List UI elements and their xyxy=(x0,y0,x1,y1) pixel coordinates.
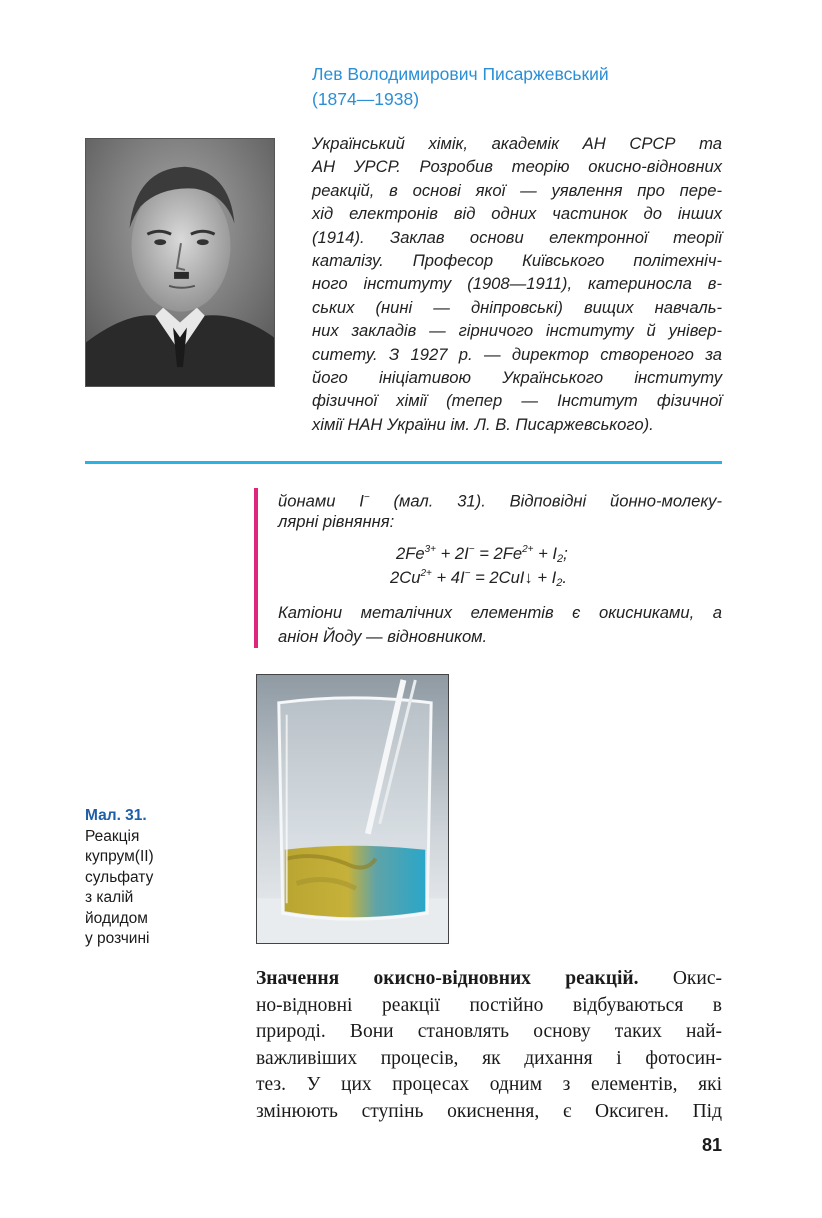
eq-charge: − xyxy=(464,568,471,579)
bio-heading xyxy=(312,62,732,112)
eq-subscript: 2 xyxy=(556,577,563,589)
main-text-fragment: Окис- xyxy=(638,968,722,989)
bio-line: реакцій, в основі якої — уявлення про пере- xyxy=(312,180,722,200)
eq-charge: 3+ xyxy=(424,544,436,555)
main-line: змінюють ступінь окиснення, є Оксиген. Під xyxy=(256,1100,722,1122)
cation-line: аніон Йоду — відновником. xyxy=(278,627,488,646)
bio-line: каталізу. Професор Київського політехніч- xyxy=(312,250,722,270)
bio-line: Український хімік, академік АН СРСР та xyxy=(312,134,722,153)
bio-line: хімії НАН України ім. Л. В. Писаржевського). xyxy=(312,414,654,434)
main-line-1 xyxy=(256,966,722,993)
eq-part: + 4I xyxy=(431,568,465,587)
eq-part: + 2I xyxy=(436,544,469,563)
bio-name: Лев Володимирович Писаржевський xyxy=(312,64,609,84)
eq-charge: 2+ xyxy=(522,544,534,555)
cation-line: Катіони металічних елементів є окисниками, а xyxy=(278,603,722,622)
caption-line: з калій xyxy=(85,889,134,906)
bio-line: АН УРСР. Розробив теорію окисно-відновних xyxy=(312,157,722,177)
eq-charge: 2+ xyxy=(420,568,432,579)
superscript: − xyxy=(363,492,370,503)
eq-part: ; xyxy=(563,544,568,563)
eq-part: . xyxy=(562,568,567,587)
inset-text-fragment: (мал. 31). Відповідні йонно-молеку- xyxy=(369,491,722,511)
inset-marker-bar xyxy=(254,488,258,648)
eq-charge: − xyxy=(468,544,475,555)
caption-line: у розчині xyxy=(85,930,150,947)
caption-line: купрум(II) xyxy=(85,848,154,865)
bio-line: хід електронів від одних частинок до інших xyxy=(312,204,722,224)
inset-line-1 xyxy=(278,486,722,510)
equation-1 xyxy=(396,544,696,565)
portrait-photo xyxy=(85,138,275,387)
bio-line: них закладів — гірничого інституту й універ- xyxy=(312,321,722,341)
bio-years: (1874—1938) xyxy=(312,89,420,109)
main-line: но-відновні реакції постійно відбуваються в xyxy=(256,994,722,1016)
section-divider xyxy=(85,461,722,464)
cation-text xyxy=(278,601,722,649)
eq-part: 2Fe xyxy=(396,544,425,563)
bio-text xyxy=(312,132,722,436)
caption-line: Реакція xyxy=(85,827,140,845)
main-line: тез. У цих процесах одним з елементів, які xyxy=(256,1074,722,1096)
inset-text xyxy=(278,486,722,534)
eq-part: = 2Fe xyxy=(474,544,523,563)
bio-line: його ініціативою Українського інституту xyxy=(312,367,722,387)
bio-line: ного інституту (1908—1911), катериносла в- xyxy=(312,274,722,294)
bio-line: ських (нині — дніпровські) вищих навчаль- xyxy=(312,297,722,317)
main-line: природі. Вони становлять основу таких най- xyxy=(256,1021,722,1043)
main-line: важливіших процесів, як дихання і фотосин- xyxy=(256,1047,722,1069)
inset-text-fragment: йонами I xyxy=(278,491,364,511)
main-paragraph xyxy=(256,966,722,1126)
figure-caption xyxy=(85,806,215,950)
caption-line: сульфату xyxy=(85,868,154,886)
section-heading: Значення окисно-відновних реакцій. xyxy=(256,968,639,989)
bio-line: (1914). Заклав основи електронної теорії xyxy=(312,227,722,247)
equation-2 xyxy=(390,568,690,589)
caption-label: Мал. 31. xyxy=(85,807,147,824)
eq-part: + I xyxy=(533,544,558,563)
caption-line: йодидом xyxy=(85,909,148,927)
eq-part: = 2CuI↓ + I xyxy=(470,568,557,587)
beaker-photo xyxy=(256,674,449,944)
bio-line: ситету. З 1927 р. — директор створеного за xyxy=(312,344,722,364)
bio-line: фізичної хімії (тепер — Інститут фізичної xyxy=(312,391,722,411)
eq-part: 2Cu xyxy=(390,568,421,587)
page-number: 81 xyxy=(701,1135,722,1155)
eq-subscript: 2 xyxy=(557,553,564,565)
inset-line-2: лярні рівняння: xyxy=(278,512,395,531)
